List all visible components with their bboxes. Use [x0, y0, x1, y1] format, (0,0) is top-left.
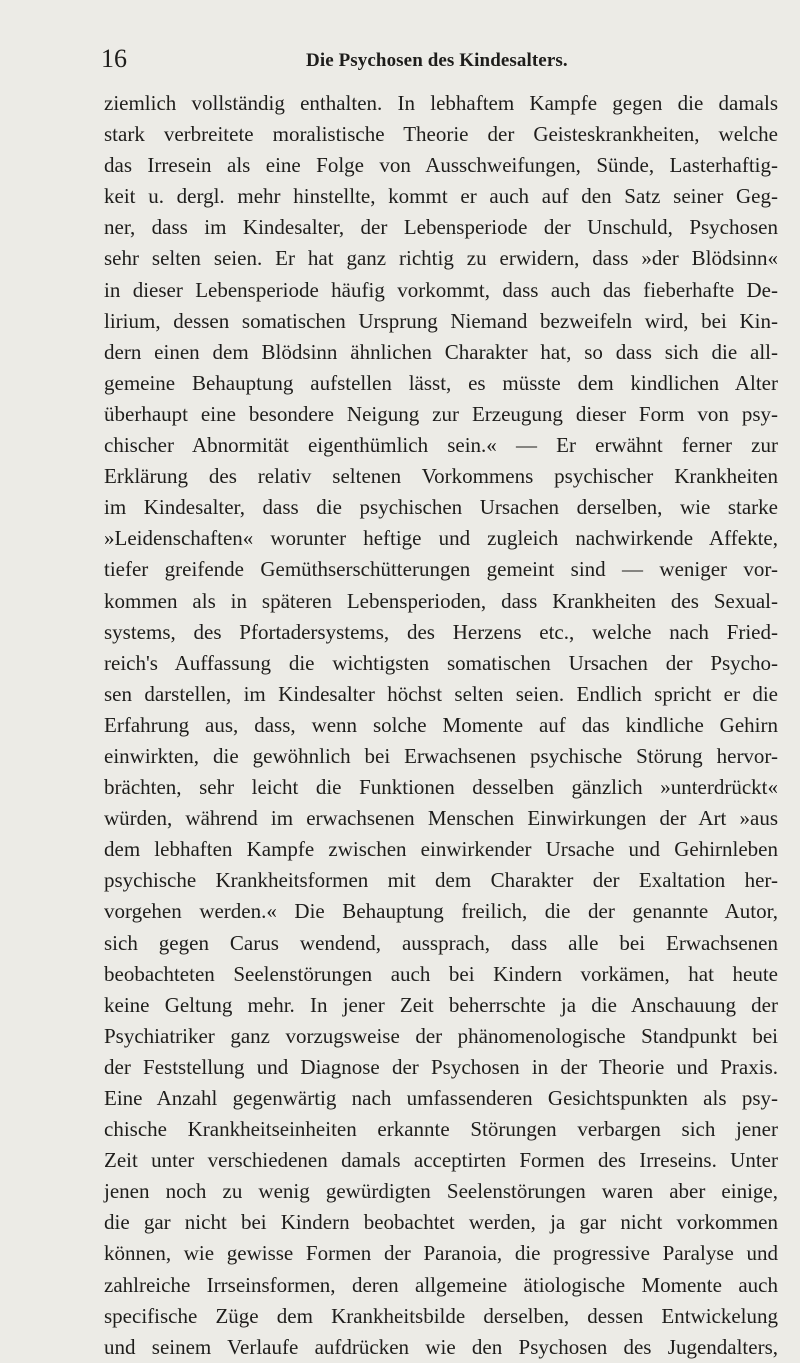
text-line: jenen noch zu wenig gewürdigten Seelenstörungen waren aber einige, — [104, 1179, 778, 1204]
text-line: systems, des Pfortadersystems, des Herzens etc., welche nach Fried- — [104, 619, 778, 644]
text-line: würden, während im erwachsenen Menschen Einwirkungen der Art »aus — [104, 806, 778, 831]
text-line: brächten, sehr leicht die Funktionen desselben gänzlich »unterdrückt« — [104, 775, 778, 800]
text-line: keine Geltung mehr. In jener Zeit beherrschte ja die Anschauung der — [104, 992, 778, 1017]
text-line: »Leidenschaften« worunter heftige und zugleich nachwirkende Affekte, — [104, 526, 778, 551]
text-line: zahlreiche Irrseinsformen, deren allgemeine ätiologische Momente auch — [104, 1272, 778, 1297]
text-line: kommen als in späteren Lebensperioden, dass Krankheiten des Sexual- — [104, 588, 778, 613]
text-line: vorgehen werden.« Die Behauptung freilich, die der genannte Autor, — [104, 899, 778, 924]
text-line: ner, dass im Kindesalter, der Lebensperiode der Unschuld, Psychosen — [104, 215, 778, 240]
text-line: Zeit unter verschiedenen damals acceptirten Formen des Irreseins. Unter — [104, 1148, 778, 1173]
text-line: die gar nicht bei Kindern beobachtet werden, ja gar nicht vorkommen — [104, 1210, 778, 1235]
text-line: können, wie gewisse Formen der Paranoia, die progressive Paralyse und — [104, 1241, 778, 1266]
text-line: chische Krankheitseinheiten erkannte Störungen verbargen sich jener — [104, 1117, 778, 1142]
running-title: Die Psychosen des Kindesalters. — [306, 50, 568, 71]
text-line: sehr selten seien. Er hat ganz richtig zu erwidern, dass »der Blödsinn« — [104, 246, 778, 271]
text-line: keit u. dergl. mehr hinstellte, kommt er auch auf den Satz seiner Geg- — [104, 184, 778, 209]
text-line: tiefer greifende Gemüthserschütterungen gemeint sind — weniger vor- — [104, 557, 778, 582]
text-line: das Irresein als eine Folge von Ausschweifungen, Sünde, Lasterhaftig- — [104, 153, 778, 178]
text-line: reich's Auffassung die wichtigsten somatischen Ursachen der Psycho- — [104, 650, 778, 675]
text-line: Eine Anzahl gegenwärtig nach umfassenderen Gesichtspunkten als psy- — [104, 1086, 778, 1110]
text-line: in dieser Lebensperiode häufig vorkommt, dass auch das fieberhafte De- — [104, 277, 778, 302]
text-line: sen darstellen, im Kindesalter höchst selten seien. Endlich spricht er die — [104, 681, 778, 706]
text-line: gemeine Behauptung aufstellen lässt, es müsste dem kindlichen Alter — [104, 370, 778, 395]
text-line: chischer Abnormität eigenthümlich sein.« — Er erwähnt ferner zur — [104, 433, 778, 458]
text-line: Erfahrung aus, dass, wenn solche Momente auf das kindliche Gehirn — [104, 712, 778, 737]
text-line: einwirkten, die gewöhnlich bei Erwachsenen psychische Störung hervor- — [104, 743, 778, 768]
text-line: sich gegen Carus wendend, aussprach, dass alle bei Erwachsenen — [104, 930, 778, 955]
text-line: ziemlich vollständig enthalten. In lebhaftem Kampfe gegen die damals — [104, 91, 778, 115]
text-line: und seinem Verlaufe aufdrücken wie den Psychosen des Jugendalters, — [104, 1334, 778, 1359]
text-line: psychische Krankheitsformen mit dem Charakter der Exaltation her- — [104, 868, 778, 893]
text-line: lirium, dessen somatischen Ursprung Niemand bezweifeln wird, bei Kin- — [104, 308, 778, 333]
text-line: dern einen dem Blödsinn ähnlichen Charakter hat, so dass sich die all- — [104, 339, 778, 364]
text-line: beobachteten Seelenstörungen auch bei Kindern vorkämen, hat heute — [104, 961, 778, 986]
text-line: der Feststellung und Diagnose der Psychosen in der Theorie und Praxis. — [104, 1054, 778, 1079]
text-line: dem lebhaften Kampfe zwischen einwirkender Ursache und Gehirnleben — [104, 837, 778, 862]
text-line: im Kindesalter, dass die psychischen Ursachen derselben, wie starke — [104, 495, 778, 520]
text-line: stark verbreitete moralistische Theorie der Geisteskrankheiten, welche — [104, 122, 778, 147]
text-line: specifische Züge dem Krankheitsbilde derselben, dessen Entwickelung — [104, 1303, 778, 1328]
page-header — [0, 44, 800, 78]
text-line: überhaupt eine besondere Neigung zur Erzeugung dieser Form von psy- — [104, 401, 778, 426]
text-line: Psychiatriker ganz vorzugsweise der phänomenologische Standpunkt bei — [104, 1023, 778, 1048]
page-number: 16 — [101, 44, 127, 73]
text-line: Erklärung des relativ seltenen Vorkommens psychischer Krankheiten — [104, 464, 778, 489]
body-text — [104, 88, 778, 1363]
